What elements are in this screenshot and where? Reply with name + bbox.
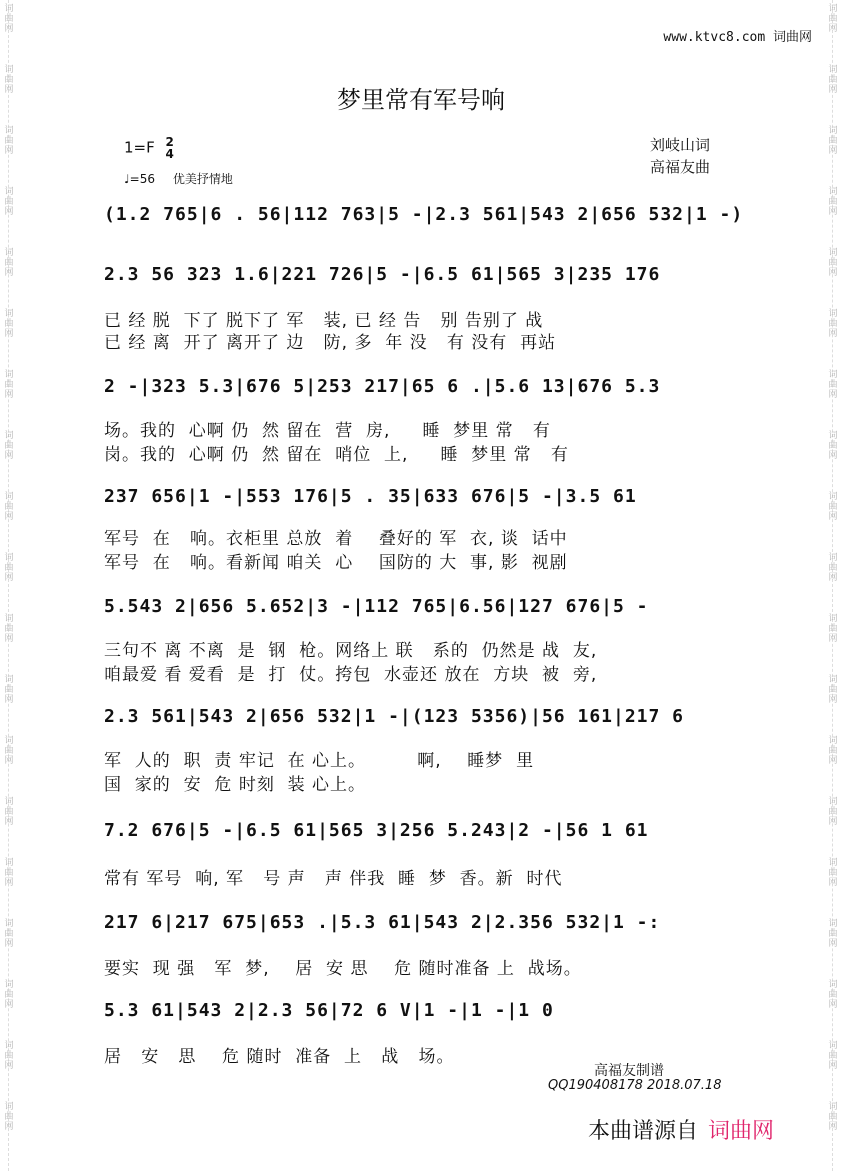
source-brand[interactable]: 词曲网	[708, 1119, 775, 1144]
source-credit	[588, 1114, 774, 1145]
watermark-text: 词 曲 网	[4, 492, 14, 522]
lyric-line: 已 经 离 开了 离开了 边 防, 多 年 没 有 没有 再站	[104, 333, 557, 353]
watermark-text: 词 曲 网	[4, 187, 14, 217]
watermark-text: 词 曲 网	[828, 1102, 838, 1132]
watermark-text: 词 曲 网	[4, 675, 14, 705]
watermark-text: 词 曲 网	[828, 858, 838, 888]
right-watermark-strip	[824, 0, 842, 1171]
left-watermark-strip	[0, 0, 18, 1171]
watermark-text: 词 曲 网	[828, 797, 838, 827]
site-link[interactable]: www.ktvc8.com 词曲网	[663, 30, 812, 45]
watermark-text: 词 曲 网	[828, 919, 838, 949]
lyric-line: 三句不 离 不离 是 钢 枪。网络上 联 系的 仍然是 战 友,	[104, 641, 598, 661]
watermark-text: 词 曲 网	[4, 980, 14, 1010]
watermark-text: 词 曲 网	[828, 492, 838, 522]
watermark-text: 词 曲 网	[4, 370, 14, 400]
lyric-line: 岗。我的 心啊 仍 然 留在 哨位 上, 睡 梦里 常 有	[104, 445, 569, 465]
key-label: 1=F	[124, 138, 155, 157]
contact-info: QQ190408178 2018.07.18	[548, 1078, 722, 1093]
notation-row: 5.3 61|543 2|2.3 56|72 6 V|1 -|1 -|1 0	[104, 1000, 554, 1021]
lyric-line: 国 家的 安 危 时刻 装 心上。	[104, 775, 367, 795]
watermark-text: 词 曲 网	[4, 1041, 14, 1071]
credits	[650, 134, 710, 178]
lyric-line: 军号 在 响。看新闻 咱关 心 国防的 大 事, 影 视剧	[104, 553, 568, 573]
watermark-text: 词 曲 网	[4, 4, 14, 34]
watermark-text: 词 曲 网	[828, 736, 838, 766]
arranger: 高福友制谱	[594, 1063, 664, 1079]
watermark-text: 词 曲 网	[828, 65, 838, 95]
watermark-text: 词 曲 网	[4, 553, 14, 583]
tempo-value: ♩=56	[124, 172, 155, 186]
watermark-text: 词 曲 网	[828, 370, 838, 400]
lyric-line: 要实 现 强 军 梦, 居 安 思 危 随时准备 上 战场。	[104, 959, 582, 979]
tempo-marking	[124, 170, 233, 187]
watermark-text: 词 曲 网	[4, 919, 14, 949]
watermark-text: 词 曲 网	[828, 4, 838, 34]
watermark-text: 词 曲 网	[4, 858, 14, 888]
notation-row: 2.3 56 323 1.6|221 726|5 -|6.5 61|565 3|235 176	[104, 264, 661, 285]
notation-row: 5.543 2|656 5.652|3 -|112 765|6.56|127 676|5 -	[104, 596, 649, 617]
lyricist: 刘岐山词	[650, 136, 711, 154]
lyric-line: 军号 在 响。衣柜里 总放 着 叠好的 军 衣, 谈 话中	[104, 529, 568, 549]
watermark-text: 词 曲 网	[4, 614, 14, 644]
watermark-text: 词 曲 网	[828, 187, 838, 217]
watermark-text: 词 曲 网	[828, 614, 838, 644]
watermark-text: 词 曲 网	[4, 1102, 14, 1132]
lyric-line: 居 安 思 危 随时 准备 上 战 场。	[104, 1047, 455, 1067]
watermark-text: 词 曲 网	[4, 797, 14, 827]
watermark-text: 词 曲 网	[4, 126, 14, 156]
source-prefix: 本曲谱源自	[588, 1119, 699, 1144]
notation-row: (1.2 765|6 . 56|112 763|5 -|2.3 561|543 2|656 532|1 -)	[104, 204, 744, 225]
watermark-text: 词 曲 网	[828, 248, 838, 278]
notation-row: 217 6|217 675|653 .|5.3 61|543 2|2.356 532|1 -:	[104, 912, 661, 933]
watermark-text: 词 曲 网	[4, 431, 14, 461]
watermark-text: 词 曲 网	[4, 248, 14, 278]
lyric-line: 军 人的 职 责 牢记 在 心上。 啊, 睡梦 里	[104, 751, 535, 771]
watermark-text: 词 曲 网	[4, 309, 14, 339]
lyric-line: 咱最爱 看 爱看 是 打 仗。挎包 水壶还 放在 方块 被 旁,	[104, 665, 598, 685]
time-sig-bottom: 4	[165, 147, 174, 161]
lyric-line: 场。我的 心啊 仍 然 留在 营 房, 睡 梦里 常 有	[104, 421, 551, 441]
key-signature	[124, 136, 174, 160]
song-title: 梦里常有军号响	[337, 86, 505, 114]
watermark-text: 词 曲 网	[828, 431, 838, 461]
notation-row: 2 -|323 5.3|676 5|253 217|65 6 .|5.6 13|676 5.3	[104, 376, 661, 397]
lyric-line: 常有 军号 响, 军 号 声 声 伴我 睡 梦 香。新 时代	[104, 869, 563, 889]
expression-marking: 优美抒情地	[172, 172, 233, 186]
lyric-line: 已 经 脱 下了 脱下了 军 装, 已 经 告 别 告别了 战	[104, 311, 544, 331]
time-sig-top: 2	[165, 135, 174, 149]
watermark-text: 词 曲 网	[828, 1041, 838, 1071]
notation-row: 237 656|1 -|553 176|5 . 35|633 676|5 -|3.5 61	[104, 486, 637, 507]
watermark-text: 词 曲 网	[828, 126, 838, 156]
watermark-text: 词 曲 网	[828, 553, 838, 583]
notation-row: 7.2 676|5 -|6.5 61|565 3|256 5.243|2 -|56 1 61	[104, 820, 649, 841]
watermark-text: 词 曲 网	[828, 980, 838, 1010]
watermark-text: 词 曲 网	[828, 675, 838, 705]
watermark-text: 词 曲 网	[4, 65, 14, 95]
time-signature	[166, 136, 174, 160]
watermark-text: 词 曲 网	[4, 736, 14, 766]
notation-row: 2.3 561|543 2|656 532|1 -|(123 5356)|56 161|217 6	[104, 706, 685, 727]
composer: 高福友曲	[650, 158, 711, 176]
watermark-text: 词 曲 网	[828, 309, 838, 339]
